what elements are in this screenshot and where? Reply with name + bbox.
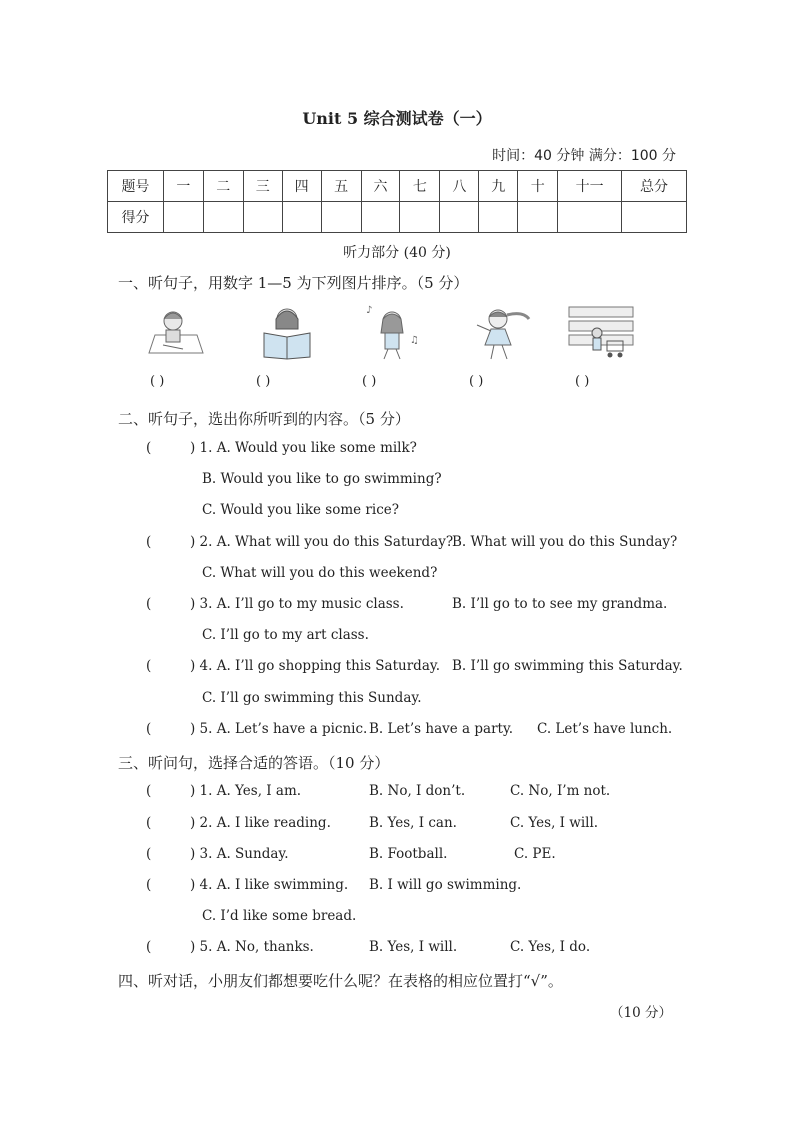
score-table-header-cell: 五 xyxy=(321,171,361,202)
answer-paren[interactable]: ( xyxy=(146,877,152,893)
score-row-label: 得分 xyxy=(108,202,164,233)
option-b: B. What will you do this Sunday? xyxy=(452,534,678,550)
option-a: ) 4. A. I like swimming. xyxy=(190,877,349,893)
option-b: B. No, I don’t. xyxy=(369,783,466,799)
option-c: C. Let’s have lunch. xyxy=(537,721,673,737)
option-c: C. Yes, I will. xyxy=(510,815,599,831)
option-a: ) 3. A. I’ll go to my music class. xyxy=(190,596,404,612)
answer-paren[interactable]: ( xyxy=(146,440,152,456)
answer-blank-2[interactable]: ( ) xyxy=(256,374,271,389)
supermarket-shopping-picture xyxy=(567,303,635,361)
answer-paren[interactable]: ( xyxy=(146,846,152,862)
score-cell[interactable] xyxy=(243,202,282,233)
option-c: C. PE. xyxy=(514,846,556,862)
answer-blank-1[interactable]: ( ) xyxy=(150,374,165,389)
score-cell[interactable] xyxy=(622,202,687,233)
score-table-header-cell: 二 xyxy=(203,171,243,202)
section-4-title: 四、听对话，小朋友们都想要吃什么呢？在表格的相应位置打“√”。 xyxy=(118,972,563,990)
score-table-header-cell: 四 xyxy=(282,171,321,202)
answer-paren[interactable]: ( xyxy=(146,815,152,831)
answer-paren[interactable]: ( xyxy=(146,939,152,955)
answer-blank-3[interactable]: ( ) xyxy=(362,374,377,389)
option-b: B. Football. xyxy=(369,846,448,862)
answer-paren[interactable]: ( xyxy=(146,534,152,550)
option-a: ) 3. A. Sunday. xyxy=(190,846,289,862)
score-cell[interactable] xyxy=(203,202,243,233)
score-cell[interactable] xyxy=(282,202,321,233)
score-table-header-cell: 八 xyxy=(440,171,479,202)
girl-singing-picture xyxy=(360,303,430,361)
option-b: B. I’ll go swimming this Saturday. xyxy=(452,658,683,674)
option-a: ) 4. A. I’ll go shopping this Saturday. xyxy=(190,658,440,674)
girl-dancing-picture xyxy=(465,303,535,361)
option-c: C. I’ll go swimming this Sunday. xyxy=(202,690,422,706)
option-a: ) 2. A. I like reading. xyxy=(190,815,331,831)
score-table-header-row xyxy=(108,171,687,202)
exam-meta: 时间：40 分钟 满分：100 分 xyxy=(492,148,676,164)
score-table-header-cell: 七 xyxy=(400,171,440,202)
section-2-title: 二、听句子，选出你所听到的内容。（5 分） xyxy=(118,410,410,428)
option-b: B. Let’s have a party. xyxy=(369,721,514,737)
question-3-3 xyxy=(146,846,289,862)
option-a: ) 5. A. Let’s have a picnic. xyxy=(190,721,368,737)
score-table-header-cell: 十一 xyxy=(558,171,622,202)
score-table-header-cell: 题号 xyxy=(108,171,164,202)
option-c: C. What will you do this weekend? xyxy=(202,565,438,581)
answer-blank-5[interactable]: ( ) xyxy=(575,374,590,389)
answer-paren[interactable]: ( xyxy=(146,721,152,737)
score-cell[interactable] xyxy=(518,202,558,233)
score-cell[interactable] xyxy=(400,202,440,233)
section-1-title: 一、听句子，用数字 1—5 为下列图片排序。（5 分） xyxy=(118,274,469,292)
option-b: B. Yes, I will. xyxy=(369,939,458,955)
question-2-2 xyxy=(146,534,453,550)
option-c: C. I’ll go to my art class. xyxy=(202,627,369,643)
option-c: C. Yes, I do. xyxy=(510,939,591,955)
part-title: 听力部分 (40 分) xyxy=(343,245,451,261)
option-b: B. I will go swimming. xyxy=(369,877,522,893)
option-c: C. Would you like some rice? xyxy=(202,502,399,518)
option-a: ) 5. A. No, thanks. xyxy=(190,939,314,955)
girl-reading-picture xyxy=(252,303,322,361)
answer-paren[interactable]: ( xyxy=(146,783,152,799)
question-3-1 xyxy=(146,783,301,799)
score-table-header-cell: 总分 xyxy=(622,171,687,202)
answer-paren[interactable]: ( xyxy=(146,658,152,674)
score-cell[interactable] xyxy=(479,202,518,233)
score-cell[interactable] xyxy=(163,202,203,233)
score-table xyxy=(107,170,687,233)
score-cell[interactable] xyxy=(361,202,400,233)
answer-paren[interactable]: ( xyxy=(146,596,152,612)
option-a: ) 2. A. What will you do this Saturday? xyxy=(190,534,454,550)
option-b: B. Yes, I can. xyxy=(369,815,457,831)
option-a: ) 1. A. Would you like some milk? xyxy=(190,440,417,456)
question-2-1 xyxy=(146,440,417,456)
score-table-header-cell: 一 xyxy=(163,171,203,202)
page-title: Unit 5 综合测试卷（一） xyxy=(302,109,492,128)
option-a: ) 1. A. Yes, I am. xyxy=(190,783,302,799)
option-c: C. I’d like some bread. xyxy=(202,908,357,924)
answer-blank-4[interactable]: ( ) xyxy=(469,374,484,389)
svg-text:♪: ♪ xyxy=(366,305,373,316)
question-2-3 xyxy=(146,596,404,612)
section-4-score: （10 分） xyxy=(610,1005,672,1021)
option-c: C. No, I’m not. xyxy=(510,783,611,799)
score-cell[interactable] xyxy=(321,202,361,233)
option-b: B. Would you like to go swimming? xyxy=(202,471,442,487)
score-cell[interactable] xyxy=(440,202,479,233)
question-2-5 xyxy=(146,721,367,737)
question-3-2 xyxy=(146,815,331,831)
svg-text:♫: ♫ xyxy=(410,335,419,346)
score-table-header-cell: 九 xyxy=(479,171,518,202)
option-b: B. I’ll go to to see my grandma. xyxy=(452,596,668,612)
score-cell[interactable] xyxy=(558,202,622,233)
score-table-header-cell: 三 xyxy=(243,171,282,202)
score-table-header-cell: 十 xyxy=(518,171,558,202)
section-3-title: 三、听问句，选择合适的答语。（10 分） xyxy=(118,754,390,772)
question-2-4 xyxy=(146,658,440,674)
score-table-header-cell: 六 xyxy=(361,171,400,202)
question-3-4 xyxy=(146,877,348,893)
score-table-score-row xyxy=(108,202,687,233)
girl-drawing-picture xyxy=(143,303,213,361)
question-3-5 xyxy=(146,939,314,955)
